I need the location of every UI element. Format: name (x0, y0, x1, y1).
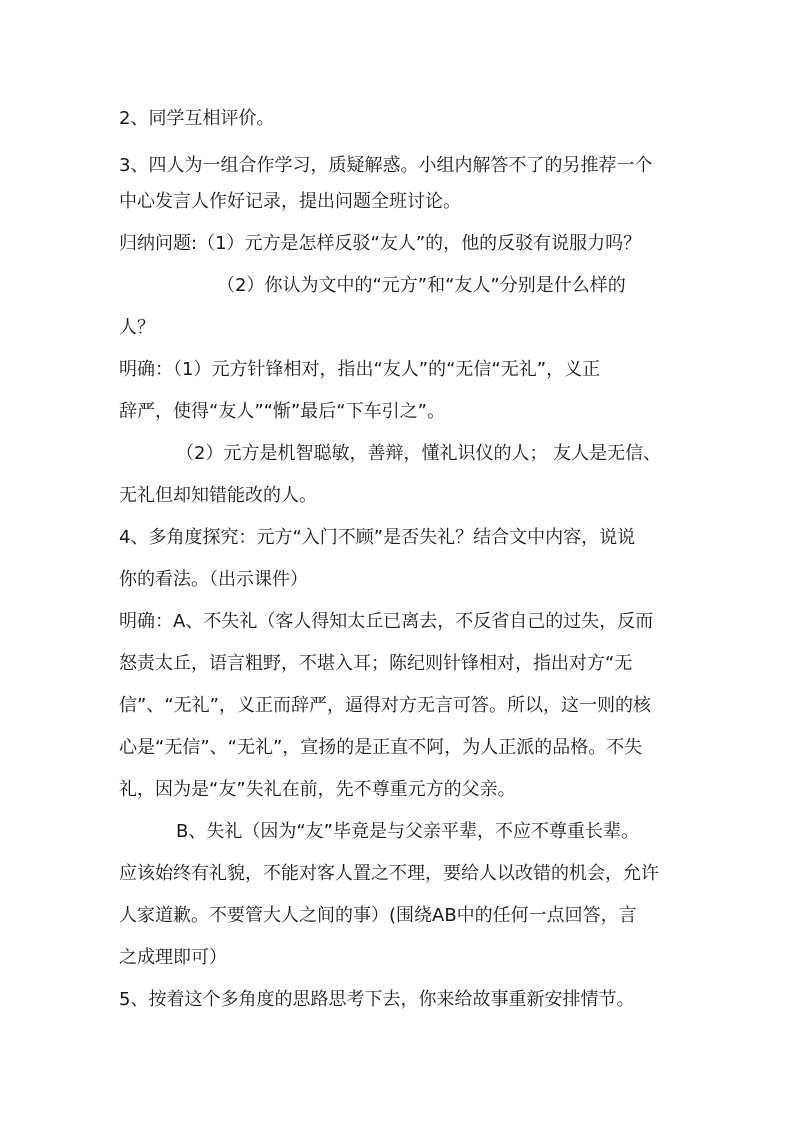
step-2-line: 2、同学互相评价。 (119, 108, 275, 129)
answer-b-line-2: 应该始终有礼貌，不能对客人置之不理，要给人以改错的机会，允许 (119, 863, 659, 884)
document-body (119, 101, 689, 1018)
answer-2-line-2: 无礼但却知错能改的人。 (119, 485, 317, 506)
summary-question-2: （2）你认为文中的“元方”和“友人”分别是什么样的 (217, 275, 626, 296)
answer-a-line-2: 怒责太丘，语言粗野，不堪入耳；陈纪则针锋相对，指出对方“无 (119, 653, 633, 674)
step-3-line-2: 中心发言人作好记录，提出问题全班讨论。 (119, 191, 461, 212)
step-5-line: 5、按着这个多角度的思路思考下去，你来给故事重新安排情节。 (119, 989, 635, 1010)
summary-question-2-cont: 人？ (119, 317, 155, 338)
summary-question-1: 归纳问题:（1）元方是怎样反驳“友人”的，他的反驳有说服力吗？ (119, 233, 642, 254)
step-4-line-1: 4、多角度探究：元方“入门不顾”是否失礼？结合文中内容，说说 (119, 527, 636, 548)
answer-2-line-1: （2）元方是机智聪敏，善辩，懂礼识仪的人； 友人是无信、 (176, 443, 662, 464)
step-4-line-2: 你的看法。（出示课件） (119, 569, 308, 590)
answer-b-line-3: 人家道歉。不要管大人之间的事）(围绕AB中的任何一点回答，言 (119, 905, 637, 926)
answer-1-line-2: 辞严，使得“友人”“惭”最后“下车引之”。 (119, 401, 445, 422)
answer-a-line-4: 心是“无信”、“无礼”，宣扬的是正直不阿，为人正派的品格。不失 (119, 737, 643, 758)
answer-a-line-3: 信”、“无礼”，义正而辞严，逼得对方无言可答。所以，这一则的核 (119, 695, 651, 716)
answer-b-line-1: B、失礼（因为“友”毕竟是与父亲平辈，不应不尊重长辈。 (176, 821, 639, 842)
answer-b-line-4: 之成理即可） (119, 947, 227, 968)
answer-1-line-1: 明确：（1）元方针锋相对，指出“友人”的“无信“无礼”，义正 (119, 359, 601, 380)
answer-a-line-1: 明确：A、不失礼（客人得知太丘已离去，不反省自己的过失，反而 (119, 611, 654, 632)
answer-a-line-5: 礼，因为是“友”失礼在前，先不尊重元方的父亲。 (119, 779, 516, 800)
step-3-line-1: 3、四人为一组合作学习，质疑解惑。小组内解答不了的另推荐一个 (119, 155, 653, 176)
